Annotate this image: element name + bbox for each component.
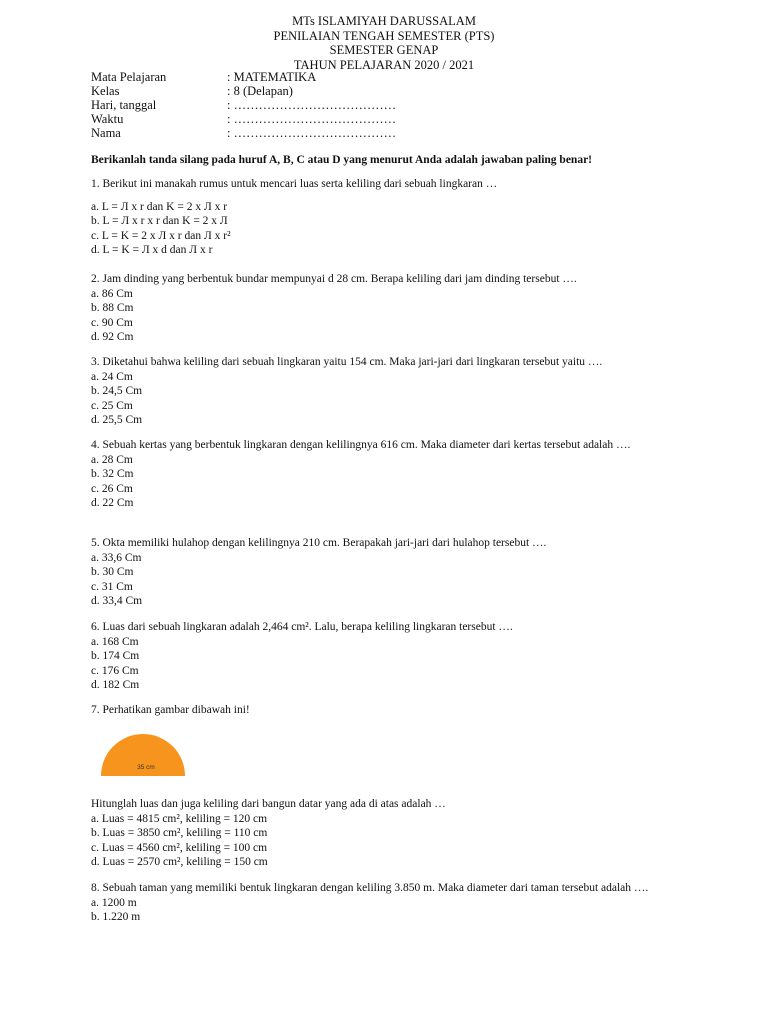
diameter-label: 35 cm (137, 764, 155, 771)
question-8 (91, 881, 671, 925)
semicircle-figure (100, 732, 186, 778)
question-stem: 1. Berikut ini manakah rumus untuk mencari luas serta keliling dari sebuah lingkaran … (91, 178, 498, 190)
option-d: d. Luas = 2570 cm², keliling = 150 cm (91, 856, 268, 869)
option-c: c. 31 Cm (91, 580, 133, 593)
info-row-subject (91, 70, 396, 84)
info-value: : MATEMATIKA (227, 70, 317, 84)
school-name: MTs ISLAMIYAH DARUSSALAM (292, 14, 476, 28)
option-b: b. 24,5 Cm (91, 385, 143, 398)
option-a: a. 86 Cm (91, 287, 133, 300)
question-stem: 6. Luas dari sebuah lingkaran adalah 2,464 cm². Lalu, berapa keliling lingkaran tersebut …. (91, 621, 513, 633)
option-a: a. 1200 m (91, 896, 137, 909)
option-b: b. 32 Cm (91, 468, 134, 481)
academic-year: TAHUN PELAJARAN 2020 / 2021 (293, 57, 475, 72)
info-value: : ………………………………… (227, 112, 397, 126)
info-label: Nama (91, 126, 121, 140)
option-b: b. Luas = 3850 cm², keliling = 110 cm (91, 827, 268, 840)
option-b: b. L = Л x r x r dan K = 2 x Л (91, 215, 228, 228)
instruction-text: Berikanlah tanda silang pada huruf A, B, C atau D yang menurut Anda adalah jawaban paling benar! (91, 154, 593, 166)
exam-title: PENILAIAN TENGAH SEMESTER (PTS) (273, 28, 495, 43)
question-stem: 8. Sebuah taman yang memiliki bentuk lingkaran dengan keliling 3.850 m. Maka diameter dari taman tersebut adalah …. (91, 882, 649, 894)
option-d: d. 33,4 Cm (91, 595, 143, 608)
option-c: c. 90 Cm (91, 316, 133, 329)
info-row-name (91, 126, 396, 140)
question-stem: 2. Jam dinding yang berbentuk bundar mempunyai d 28 cm. Berapa keliling dari jam dinding tersebut …. (91, 273, 577, 285)
option-a: a. 168 Cm (91, 635, 139, 648)
question-7 (91, 703, 671, 718)
info-label: Hari, tanggal (91, 98, 157, 112)
option-c: c. Luas = 4560 cm², keliling = 100 cm (91, 841, 268, 854)
info-label: Kelas (91, 84, 120, 98)
question-5 (91, 536, 671, 609)
option-c: c. L = K = 2 x Л x r dan Л x r² (91, 229, 231, 242)
option-c: c. 26 Cm (91, 482, 133, 495)
option-d: d. L = K = Л x d dan Л x r (91, 244, 213, 257)
semester-label: SEMESTER GENAP (329, 43, 439, 57)
option-a: a. 24 Cm (91, 370, 133, 383)
info-row-class (91, 84, 396, 98)
question-stem: 4. Sebuah kertas yang berbentuk lingkaran dengan kelilingnya 616 cm. Maka diameter dari kertas tersebut adalah …. (91, 439, 631, 451)
option-a: a. L = Л x r dan K = 2 x Л x r (91, 200, 228, 213)
info-label: Waktu (91, 112, 124, 126)
info-value: : ………………………………… (227, 126, 397, 140)
option-c: c. 176 Cm (91, 664, 139, 677)
exam-header (0, 14, 768, 72)
question-1 (91, 177, 671, 258)
option-b: b. 174 Cm (91, 650, 140, 663)
question-4 (91, 438, 671, 511)
info-row-date (91, 98, 396, 112)
info-value: : 8 (Delapan) (227, 84, 293, 98)
info-label: Mata Pelajaran (91, 70, 167, 84)
info-value: : ………………………………… (227, 98, 397, 112)
option-a: a. 33,6 Cm (91, 551, 142, 564)
question-stem: 5. Okta memiliki hulahop dengan kelilingnya 210 cm. Berapakah jari-jari dari hulahop tersebut …. (91, 537, 547, 549)
option-a: a. 28 Cm (91, 453, 133, 466)
option-d: d. 182 Cm (91, 679, 140, 692)
info-row-time (91, 112, 396, 126)
option-b: b. 1.220 m (91, 911, 141, 924)
student-info (91, 70, 396, 140)
option-b: b. 88 Cm (91, 302, 134, 315)
question-3 (91, 355, 671, 428)
question-2 (91, 272, 671, 345)
question-7-body (91, 797, 671, 870)
question-stem: 3. Diketahui bahwa keliling dari sebuah lingkaran yaitu 154 cm. Maka jari-jari dari lingkaran tersebut yaitu …. (91, 356, 603, 368)
option-c: c. 25 Cm (91, 399, 133, 412)
option-a: a. Luas = 4815 cm², keliling = 120 cm (91, 812, 268, 825)
option-d: d. 92 Cm (91, 331, 134, 344)
option-b: b. 30 Cm (91, 566, 134, 579)
question-6 (91, 620, 671, 693)
option-d: d. 22 Cm (91, 497, 134, 510)
question-stem: 7. Perhatikan gambar dibawah ini! (91, 704, 250, 716)
question-sub-stem: Hitunglah luas dan juga keliling dari bangun datar yang ada di atas adalah … (91, 798, 446, 810)
option-d: d. 25,5 Cm (91, 414, 143, 427)
